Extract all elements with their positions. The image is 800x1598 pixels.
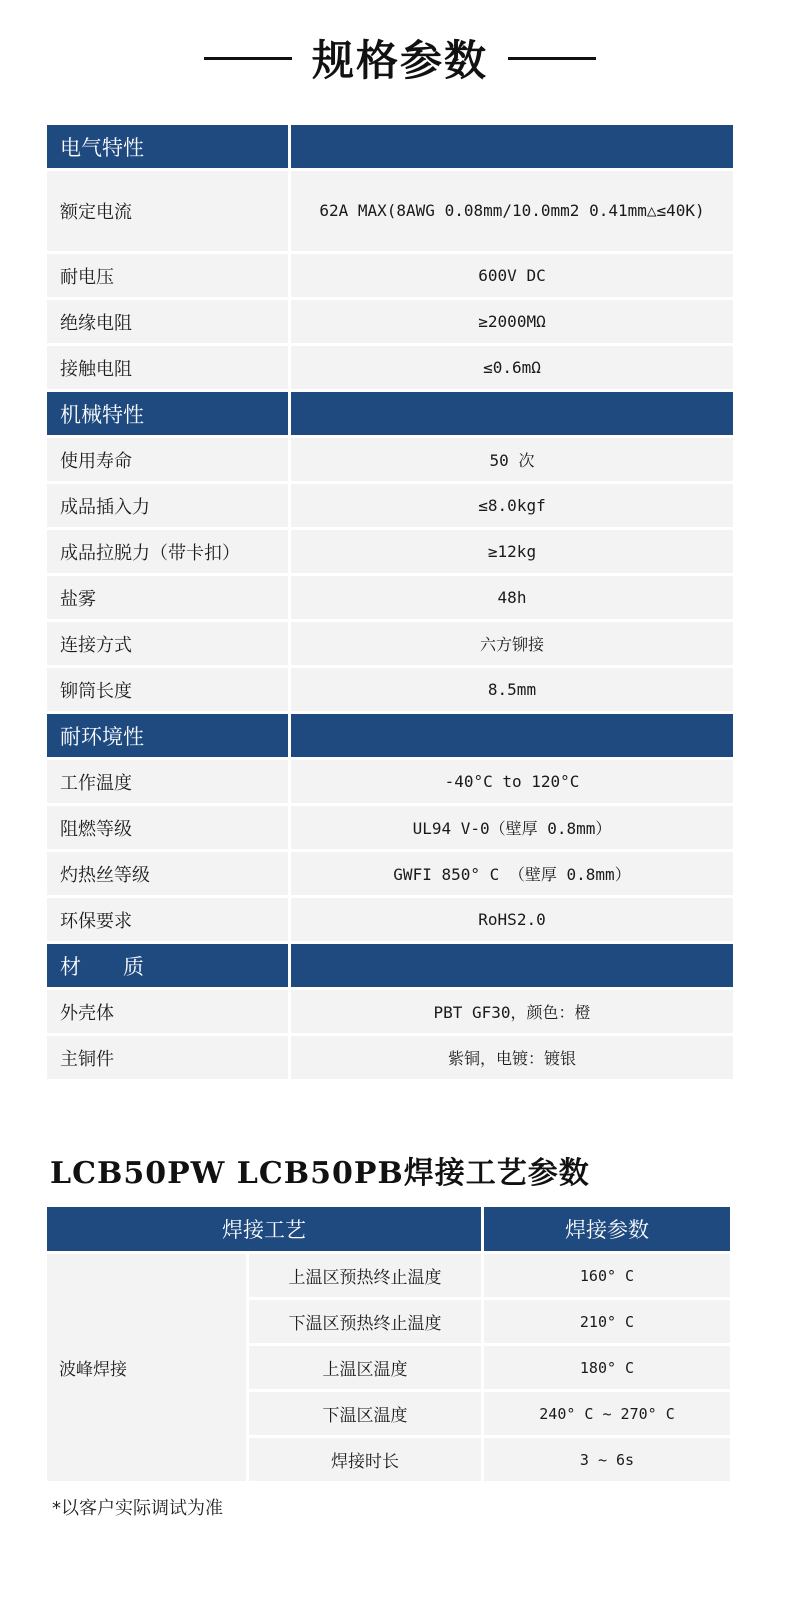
spec-value: ≥12kg — [288, 530, 733, 573]
weld-value: 160° C — [484, 1254, 730, 1297]
weld-step: 下温区预热终止温度 — [249, 1300, 481, 1343]
section-header-blank — [288, 392, 733, 435]
weld-header-params: 焊接参数 — [484, 1207, 730, 1251]
spec-value: GWFI 850° C （壁厚 0.8mm） — [288, 852, 733, 895]
spec-row — [47, 806, 733, 849]
weld-value: 180° C — [484, 1346, 730, 1389]
spec-value: 紫铜，电镀：镀银 — [288, 1036, 733, 1079]
spec-label: 绝缘电阻 — [47, 300, 288, 343]
spec-label: 耐电压 — [47, 254, 288, 297]
spec-label: 阻燃等级 — [47, 806, 288, 849]
spec-value: 600V DC — [288, 254, 733, 297]
spec-row — [47, 576, 733, 619]
weld-header-row — [47, 1207, 730, 1251]
spec-label: 灼热丝等级 — [47, 852, 288, 895]
spec-row — [47, 990, 733, 1033]
section-title: 材 质 — [47, 944, 288, 987]
weld-process: 波峰焊接 — [47, 1254, 246, 1481]
page-title-bar — [0, 28, 800, 88]
spec-row — [47, 668, 733, 711]
section-header-blank — [288, 944, 733, 987]
spec-value: 50 次 — [288, 438, 733, 481]
weld-header-process: 焊接工艺 — [47, 1207, 481, 1251]
spec-label: 铆筒长度 — [47, 668, 288, 711]
spec-value: 62A MAX(8AWG 0.08mm/10.0mm2 0.41mm△≤40K) — [288, 171, 733, 251]
page-title: 规格参数 — [311, 36, 488, 85]
spec-label: 成品拉脱力（带卡扣） — [47, 530, 288, 573]
spec-row — [47, 484, 733, 527]
weld-row — [47, 1254, 730, 1297]
spec-value: 8.5mm — [288, 668, 733, 711]
section-title: 耐环境性 — [47, 714, 288, 757]
spec-value: ≤8.0kgf — [288, 484, 733, 527]
spec-label: 成品插入力 — [47, 484, 288, 527]
spec-value: 六方铆接 — [288, 622, 733, 665]
section-header — [47, 944, 733, 987]
spec-row — [47, 346, 733, 389]
spec-label: 盐雾 — [47, 576, 288, 619]
spec-value: ≤0.6mΩ — [288, 346, 733, 389]
section-title: 电气特性 — [47, 125, 288, 168]
section-header — [47, 125, 733, 168]
spec-label: 接触电阻 — [47, 346, 288, 389]
weld-step: 焊接时长 — [249, 1438, 481, 1481]
spec-value: 48h — [288, 576, 733, 619]
spec-row — [47, 898, 733, 941]
spec-value: ≥2000MΩ — [288, 300, 733, 343]
spec-row — [47, 1036, 733, 1079]
spec-row — [47, 622, 733, 665]
spec-label: 外壳体 — [47, 990, 288, 1033]
title-right-rule — [508, 57, 596, 60]
spec-value: PBT GF30，颜色：橙 — [288, 990, 733, 1033]
spec-table — [47, 122, 733, 1082]
section-header-blank — [288, 714, 733, 757]
spec-value: -40°C to 120°C — [288, 760, 733, 803]
spec-label: 额定电流 — [47, 171, 288, 251]
weld-title: LCB50PW LCB50PB焊接工艺参数 — [50, 1156, 590, 1191]
weld-value: 240° C ~ 270° C — [484, 1392, 730, 1435]
spec-label: 环保要求 — [47, 898, 288, 941]
title-left-rule — [204, 57, 292, 60]
section-header — [47, 714, 733, 757]
weld-table — [44, 1204, 733, 1484]
spec-row — [47, 171, 733, 251]
weld-value: 3 ~ 6s — [484, 1438, 730, 1481]
weld-step: 下温区温度 — [249, 1392, 481, 1435]
spec-label: 使用寿命 — [47, 438, 288, 481]
spec-row — [47, 530, 733, 573]
spec-row — [47, 852, 733, 895]
spec-row — [47, 254, 733, 297]
section-title: 机械特性 — [47, 392, 288, 435]
weld-step: 上温区温度 — [249, 1346, 481, 1389]
spec-label: 主铜件 — [47, 1036, 288, 1079]
spec-label: 连接方式 — [47, 622, 288, 665]
spec-value: UL94 V-0（壁厚 0.8mm） — [288, 806, 733, 849]
weld-step: 上温区预热终止温度 — [249, 1254, 481, 1297]
section-header-blank — [288, 125, 733, 168]
footnote: *以客户实际调试为准 — [52, 1498, 223, 1519]
spec-label: 工作温度 — [47, 760, 288, 803]
spec-row — [47, 300, 733, 343]
section-header — [47, 392, 733, 435]
spec-value: RoHS2.0 — [288, 898, 733, 941]
weld-value: 210° C — [484, 1300, 730, 1343]
spec-row — [47, 438, 733, 481]
spec-row — [47, 760, 733, 803]
